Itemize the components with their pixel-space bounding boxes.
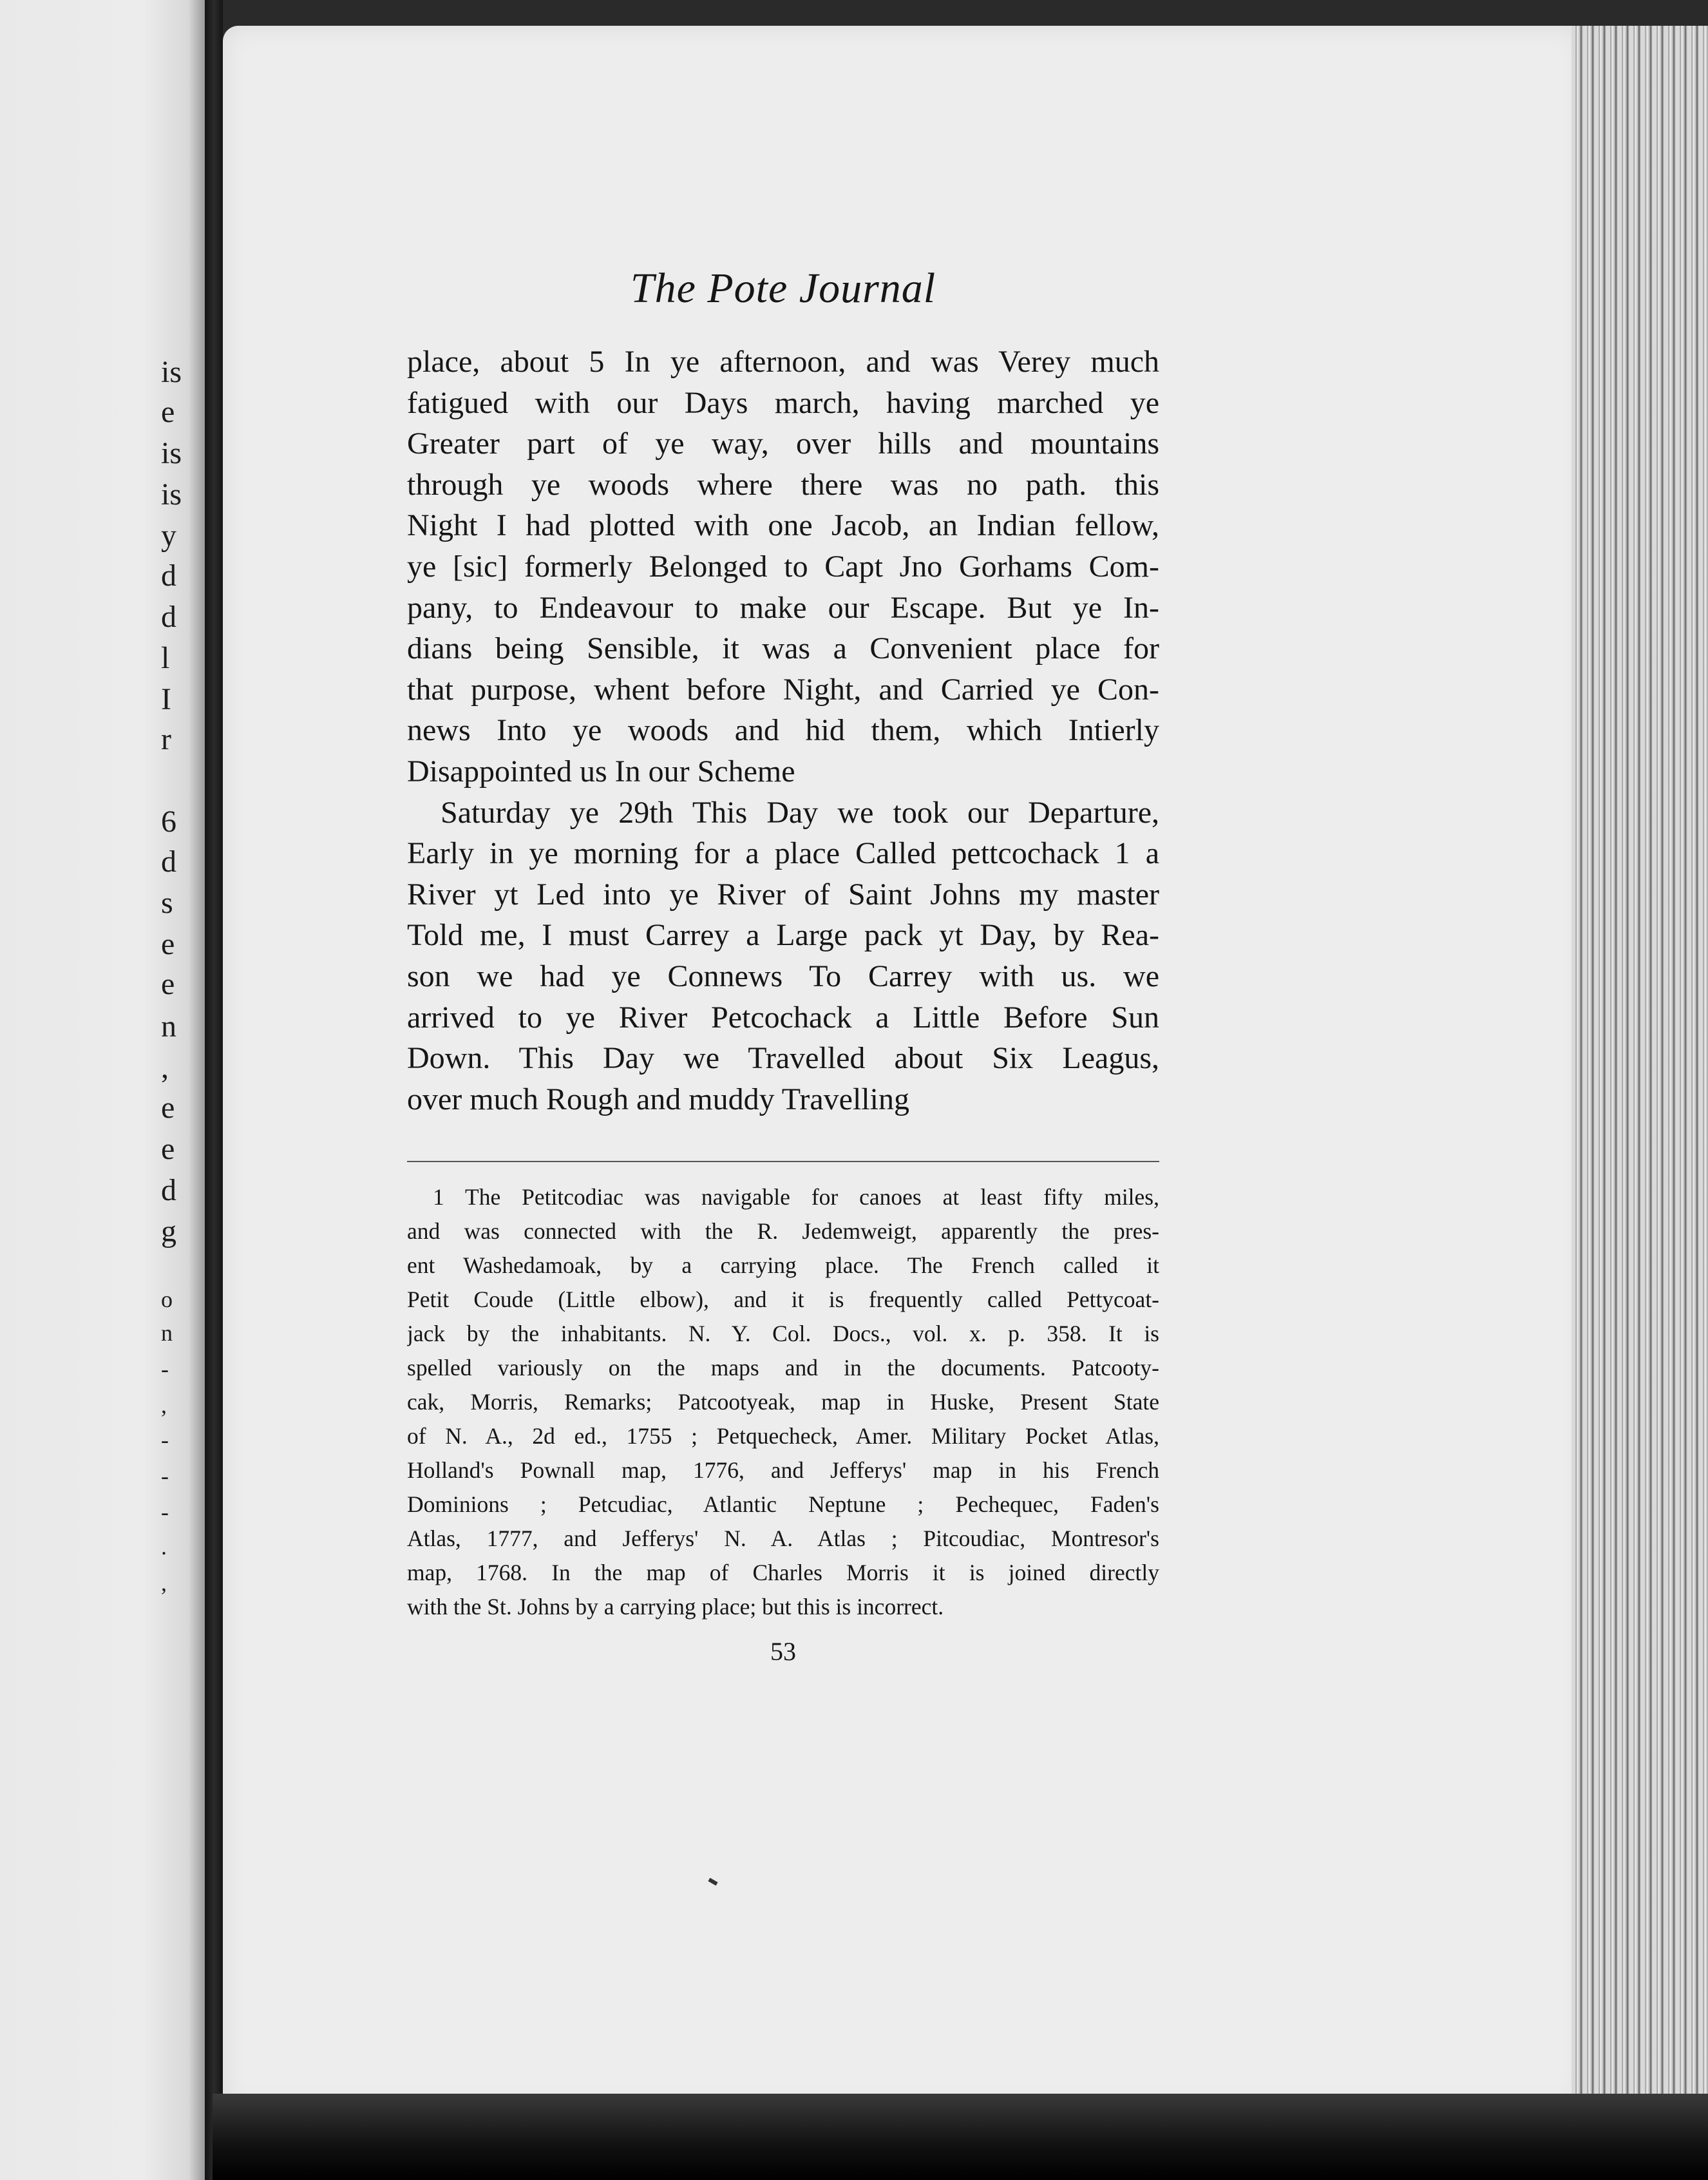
body-line: pany, to Endeavour to make our Escape. But ye In-	[407, 590, 1159, 625]
footnote-line: cak, Morris, Remarks; Patcootyeak, map in Huske, Present State	[407, 1389, 1159, 1415]
left-fragment: n	[161, 1009, 176, 1044]
body-line: Early in ye morning for a place Called pettcochack 1 a	[407, 836, 1159, 871]
footnote-rule	[407, 1161, 1159, 1162]
footnote-line: Holland's Pownall map, 1776, and Jefferys' map in his French	[407, 1457, 1159, 1483]
page-edges	[1571, 26, 1708, 2145]
body-line: over much Rough and muddy Travelling	[407, 1082, 909, 1116]
left-fragment: l	[161, 641, 170, 675]
footnote	[407, 1180, 1159, 1624]
body-line: arrived to ye River Petcochack a Little Before Sun	[407, 1000, 1159, 1035]
left-fragment: n	[161, 1320, 173, 1346]
left-fragment: ,	[161, 1051, 169, 1085]
footnote-line: Petit Coude (Little elbow), and it is frequently called Pettycoat-	[407, 1286, 1159, 1312]
left-fragment: 6	[161, 805, 176, 839]
body-line: Told me, I must Carrey a Large pack yt Day, by Rea-	[407, 918, 1159, 953]
left-fragment: e	[161, 395, 175, 429]
footnote-line: spelled variously on the maps and in the documents. Patcooty-	[407, 1355, 1159, 1381]
body-line: place, about 5 In ye afternoon, and was Verey much	[407, 345, 1159, 379]
footnote-line: and was connected with the R. Jedemweigt, apparently the pres-	[407, 1218, 1159, 1244]
body-text	[407, 341, 1159, 1120]
page-number: 53	[770, 1637, 796, 1666]
left-fragment: d	[161, 600, 176, 634]
left-fragment: d	[161, 845, 176, 879]
body-line: Greater part of ye way, over hills and mountains	[407, 426, 1159, 461]
left-fragment: e	[161, 927, 175, 961]
body-line: that purpose, whent before Night, and Carried ye Con-	[407, 672, 1159, 707]
footnote-line: of N. A., 2d ed., 1755 ; Petquecheck, Amer. Military Pocket Atlas,	[407, 1423, 1159, 1449]
footnote-line: Dominions ; Petcudiac, Atlantic Neptune ; Pechequec, Faden's	[407, 1491, 1159, 1517]
body-line: ye [sic] formerly Belonged to Capt Jno Gorhams Com-	[407, 549, 1159, 584]
left-fragment: ,	[161, 1392, 167, 1418]
left-fragment: -	[161, 1499, 169, 1525]
left-fragment: I	[161, 682, 171, 716]
left-fragment: -	[161, 1463, 169, 1489]
running-head: The Pote Journal	[630, 265, 936, 312]
left-page	[0, 0, 205, 2180]
left-fragment: is	[161, 436, 182, 470]
left-fragment: r	[161, 722, 171, 756]
footnote-line: 1 The Petitcodiac was navigable for canoes at least fifty miles,	[433, 1184, 1159, 1210]
left-fragment: .	[161, 1534, 167, 1560]
body-line: River yt Led into ye River of Saint Johns my master	[407, 877, 1159, 912]
body-line: dians being Sensible, it was a Convenient place for	[407, 631, 1159, 666]
left-fragment: y	[161, 519, 176, 553]
footnote-line: jack by the inhabitants. N. Y. Col. Docs., vol. x. p. 358. It is	[407, 1321, 1159, 1346]
left-fragment: o	[161, 1286, 173, 1312]
body-line: fatigued with our Days march, having marched ye	[407, 385, 1159, 420]
scan-bottom-edge	[213, 2094, 1708, 2180]
left-fragment: ,	[161, 1570, 167, 1596]
body-line: Down. This Day we Travelled about Six Leagus,	[407, 1041, 1159, 1076]
left-fragment: e	[161, 1091, 175, 1125]
left-fragment: g	[161, 1214, 176, 1248]
body-line: Night I had plotted with one Jacob, an Indian fellow,	[407, 508, 1159, 543]
footnote-line: ent Washedamoak, by a carrying place. The French called it	[407, 1252, 1159, 1278]
left-fragment: e	[161, 1132, 175, 1166]
body-line: Disappointed us In our Scheme	[407, 754, 795, 789]
left-fragment: -	[161, 1427, 169, 1453]
left-fragment: is	[161, 355, 182, 389]
left-fragment: s	[161, 886, 173, 920]
body-line: son we had ye Connews To Carrey with us. we	[407, 959, 1159, 993]
book-gutter	[205, 0, 223, 2180]
footnote-line: with the St. Johns by a carrying place; but this is incorrect.	[407, 1594, 944, 1620]
body-line: news Into ye woods and hid them, which Intierly	[407, 713, 1159, 748]
left-fragment: is	[161, 477, 182, 512]
left-fragment: d	[161, 1173, 176, 1207]
footnote-line: Atlas, 1777, and Jefferys' N. A. Atlas ; Pitcoudiac, Montresor's	[407, 1525, 1159, 1551]
body-line: Saturday ye 29th This Day we took our Departure,	[441, 795, 1159, 830]
left-fragment: d	[161, 559, 176, 593]
left-fragment: e	[161, 967, 175, 1001]
footnote-line: map, 1768. In the map of Charles Morris it is joined directly	[407, 1560, 1159, 1585]
left-fragment: -	[161, 1356, 169, 1382]
body-line: through ye woods where there was no path. this	[407, 467, 1159, 502]
